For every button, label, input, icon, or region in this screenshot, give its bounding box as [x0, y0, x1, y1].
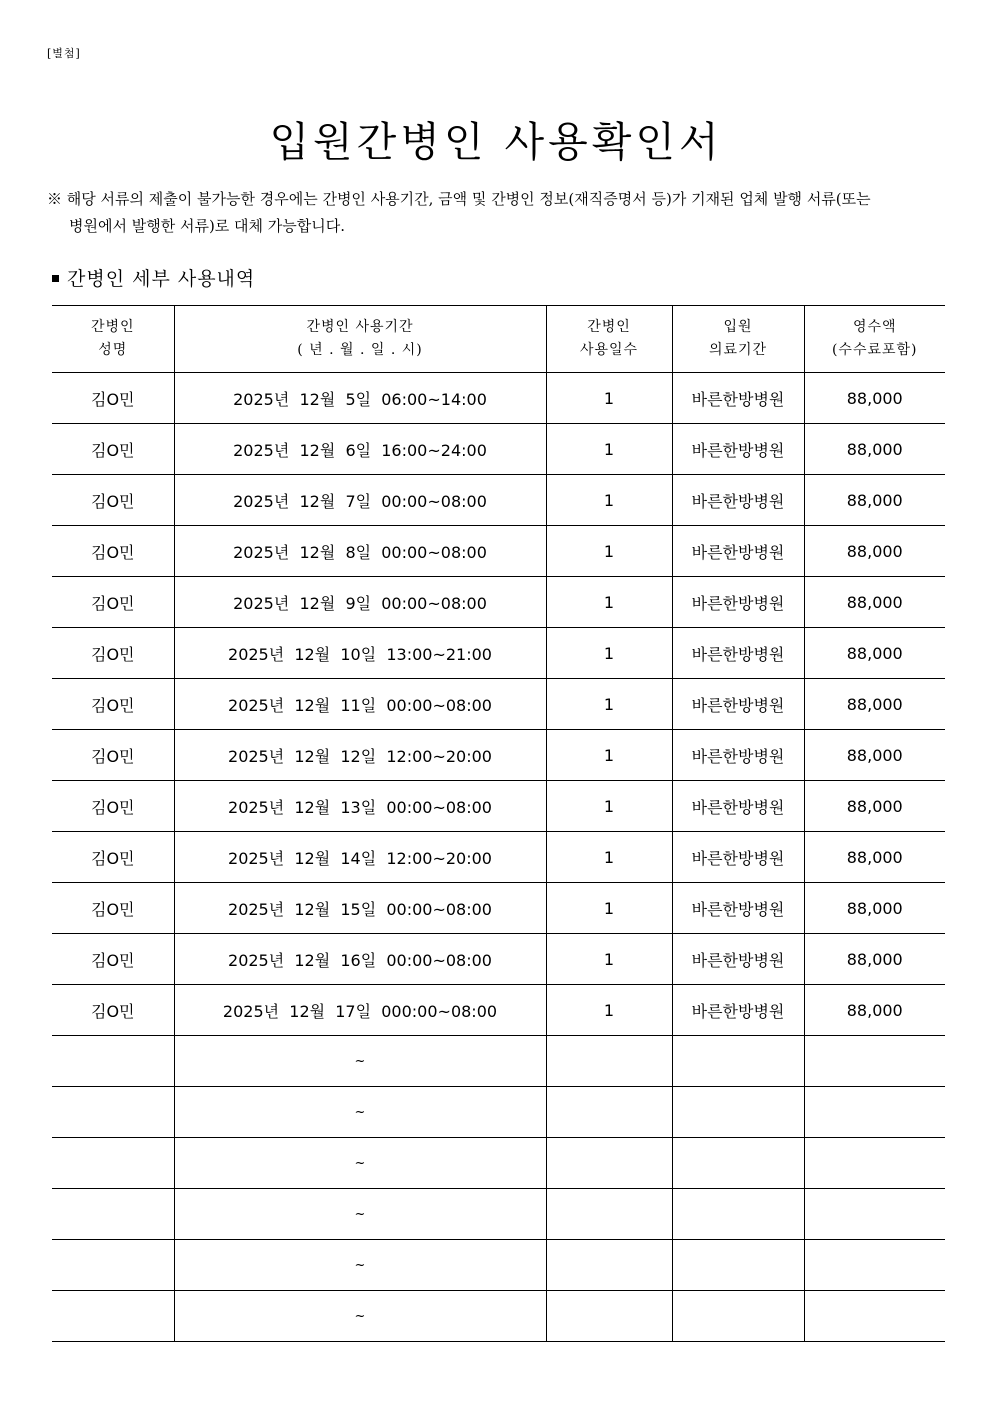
cell-name: [52, 1291, 174, 1342]
notice-line-2: 병원에서 발행한 서류)로 대체 가능합니다.: [69, 217, 346, 235]
table-row: [52, 475, 945, 526]
cell-period: 2025년 12월 7일 00:00~08:00: [174, 475, 546, 526]
cell-name: [52, 1036, 174, 1087]
table-row: [52, 628, 945, 679]
cell-amount: 88,000: [804, 781, 945, 832]
table-row: [52, 883, 945, 934]
cell-hospital: 바른한방병원: [672, 475, 804, 526]
cell-hospital: 바른한방병원: [672, 781, 804, 832]
table-row: [52, 1036, 945, 1087]
cell-period: ~: [174, 1138, 546, 1189]
cell-hospital: 바른한방병원: [672, 577, 804, 628]
cell-amount: 88,000: [804, 424, 945, 475]
cell-name: 김O민: [52, 577, 174, 628]
cell-days: 1: [546, 781, 672, 832]
cell-days: 1: [546, 679, 672, 730]
table-row: [52, 730, 945, 781]
cell-period: 2025년 12월 12일 12:00~20:00: [174, 730, 546, 781]
cell-days: 1: [546, 526, 672, 577]
cell-period: 2025년 12월 14일 12:00~20:00: [174, 832, 546, 883]
table-row: [52, 577, 945, 628]
table-row: [52, 1189, 945, 1240]
cell-amount: [804, 1189, 945, 1240]
cell-name: 김O민: [52, 985, 174, 1036]
cell-period: ~: [174, 1189, 546, 1240]
cell-hospital: 바른한방병원: [672, 628, 804, 679]
cell-hospital: 바른한방병원: [672, 373, 804, 424]
cell-amount: 88,000: [804, 730, 945, 781]
cell-days: 1: [546, 424, 672, 475]
header-hospital: 입원 의료기간: [672, 306, 804, 373]
table-row: [52, 424, 945, 475]
cell-amount: [804, 1138, 945, 1189]
table-row: [52, 1240, 945, 1291]
cell-days: [546, 1240, 672, 1291]
cell-days: 1: [546, 628, 672, 679]
cell-hospital: [672, 1189, 804, 1240]
document-title: 입원간병인 사용확인서: [269, 118, 723, 167]
cell-name: 김O민: [52, 679, 174, 730]
cell-amount: 88,000: [804, 475, 945, 526]
cell-period: ~: [174, 1240, 546, 1291]
cell-days: [546, 1291, 672, 1342]
cell-days: [546, 1087, 672, 1138]
cell-days: 1: [546, 883, 672, 934]
cell-name: 김O민: [52, 832, 174, 883]
cell-name: 김O민: [52, 373, 174, 424]
table-header-row: [52, 306, 945, 373]
cell-hospital: [672, 1036, 804, 1087]
cell-days: 1: [546, 577, 672, 628]
cell-days: 1: [546, 934, 672, 985]
section-heading: [52, 264, 255, 291]
cell-period: 2025년 12월 9일 00:00~08:00: [174, 577, 546, 628]
cell-amount: 88,000: [804, 526, 945, 577]
cell-period: ~: [174, 1087, 546, 1138]
table-row: [52, 1087, 945, 1138]
cell-amount: 88,000: [804, 934, 945, 985]
cell-days: [546, 1036, 672, 1087]
table-row: [52, 985, 945, 1036]
cell-days: 1: [546, 373, 672, 424]
cell-hospital: 바른한방병원: [672, 934, 804, 985]
table-row: [52, 1138, 945, 1189]
cell-hospital: [672, 1291, 804, 1342]
cell-amount: 88,000: [804, 883, 945, 934]
table-row: [52, 832, 945, 883]
cell-hospital: [672, 1087, 804, 1138]
cell-period: 2025년 12월 8일 00:00~08:00: [174, 526, 546, 577]
cell-period: 2025년 12월 16일 00:00~08:00: [174, 934, 546, 985]
cell-days: [546, 1138, 672, 1189]
cell-days: [546, 1189, 672, 1240]
cell-period: 2025년 12월 11일 00:00~08:00: [174, 679, 546, 730]
cell-amount: [804, 1036, 945, 1087]
cell-hospital: 바른한방병원: [672, 730, 804, 781]
cell-period: ~: [174, 1291, 546, 1342]
notice-text: [47, 186, 947, 240]
cell-amount: [804, 1087, 945, 1138]
cell-period: 2025년 12월 5일 06:00~14:00: [174, 373, 546, 424]
header-usage-days: 간병인 사용일수: [546, 306, 672, 373]
cell-name: [52, 1240, 174, 1291]
table-row: [52, 934, 945, 985]
section-title: 간병인 세부 사용내역: [67, 268, 256, 290]
cell-hospital: [672, 1138, 804, 1189]
header-usage-period: 간병인 사용기간 ( 년 . 월 . 일 . 시): [174, 306, 546, 373]
cell-period: ~: [174, 1036, 546, 1087]
cell-name: [52, 1087, 174, 1138]
cell-name: 김O민: [52, 628, 174, 679]
cell-name: 김O민: [52, 934, 174, 985]
cell-hospital: 바른한방병원: [672, 832, 804, 883]
cell-hospital: [672, 1240, 804, 1291]
cell-name: 김O민: [52, 424, 174, 475]
cell-hospital: 바른한방병원: [672, 985, 804, 1036]
cell-days: 1: [546, 832, 672, 883]
table-row: [52, 526, 945, 577]
cell-days: 1: [546, 985, 672, 1036]
cell-period: 2025년 12월 13일 00:00~08:00: [174, 781, 546, 832]
cell-hospital: 바른한방병원: [672, 883, 804, 934]
table-row: [52, 373, 945, 424]
cell-name: 김O민: [52, 883, 174, 934]
usage-table: [52, 305, 945, 1342]
cell-name: 김O민: [52, 730, 174, 781]
cell-days: 1: [546, 730, 672, 781]
cell-amount: 88,000: [804, 985, 945, 1036]
cell-amount: 88,000: [804, 628, 945, 679]
cell-period: 2025년 12월 15일 00:00~08:00: [174, 883, 546, 934]
cell-period: 2025년 12월 6일 16:00~24:00: [174, 424, 546, 475]
table-row: [52, 1291, 945, 1342]
header-caregiver-name: 간병인 성명: [52, 306, 174, 373]
cell-hospital: 바른한방병원: [672, 424, 804, 475]
cell-name: [52, 1189, 174, 1240]
notice-line-1: ※ 해당 서류의 제출이 불가능한 경우에는 간병인 사용기간, 금액 및 간병인 정보(재직증명서 등)가 기재된 업체 발행 서류(또는: [47, 190, 871, 208]
cell-amount: 88,000: [804, 679, 945, 730]
cell-period: 2025년 12월 17일 000:00~08:00: [174, 985, 546, 1036]
cell-name: [52, 1138, 174, 1189]
cell-name: 김O민: [52, 475, 174, 526]
cell-amount: 88,000: [804, 577, 945, 628]
header-amount: 영수액 (수수료포함): [804, 306, 945, 373]
table-row: [52, 781, 945, 832]
cell-amount: [804, 1240, 945, 1291]
cell-days: 1: [546, 475, 672, 526]
cell-name: 김O민: [52, 526, 174, 577]
cell-hospital: 바른한방병원: [672, 526, 804, 577]
cell-name: 김O민: [52, 781, 174, 832]
cell-amount: [804, 1291, 945, 1342]
attachment-label: [별첨]: [47, 47, 81, 60]
cell-hospital: 바른한방병원: [672, 679, 804, 730]
cell-amount: 88,000: [804, 373, 945, 424]
square-bullet-icon: [52, 275, 59, 282]
table-row: [52, 679, 945, 730]
cell-period: 2025년 12월 10일 13:00~21:00: [174, 628, 546, 679]
cell-amount: 88,000: [804, 832, 945, 883]
